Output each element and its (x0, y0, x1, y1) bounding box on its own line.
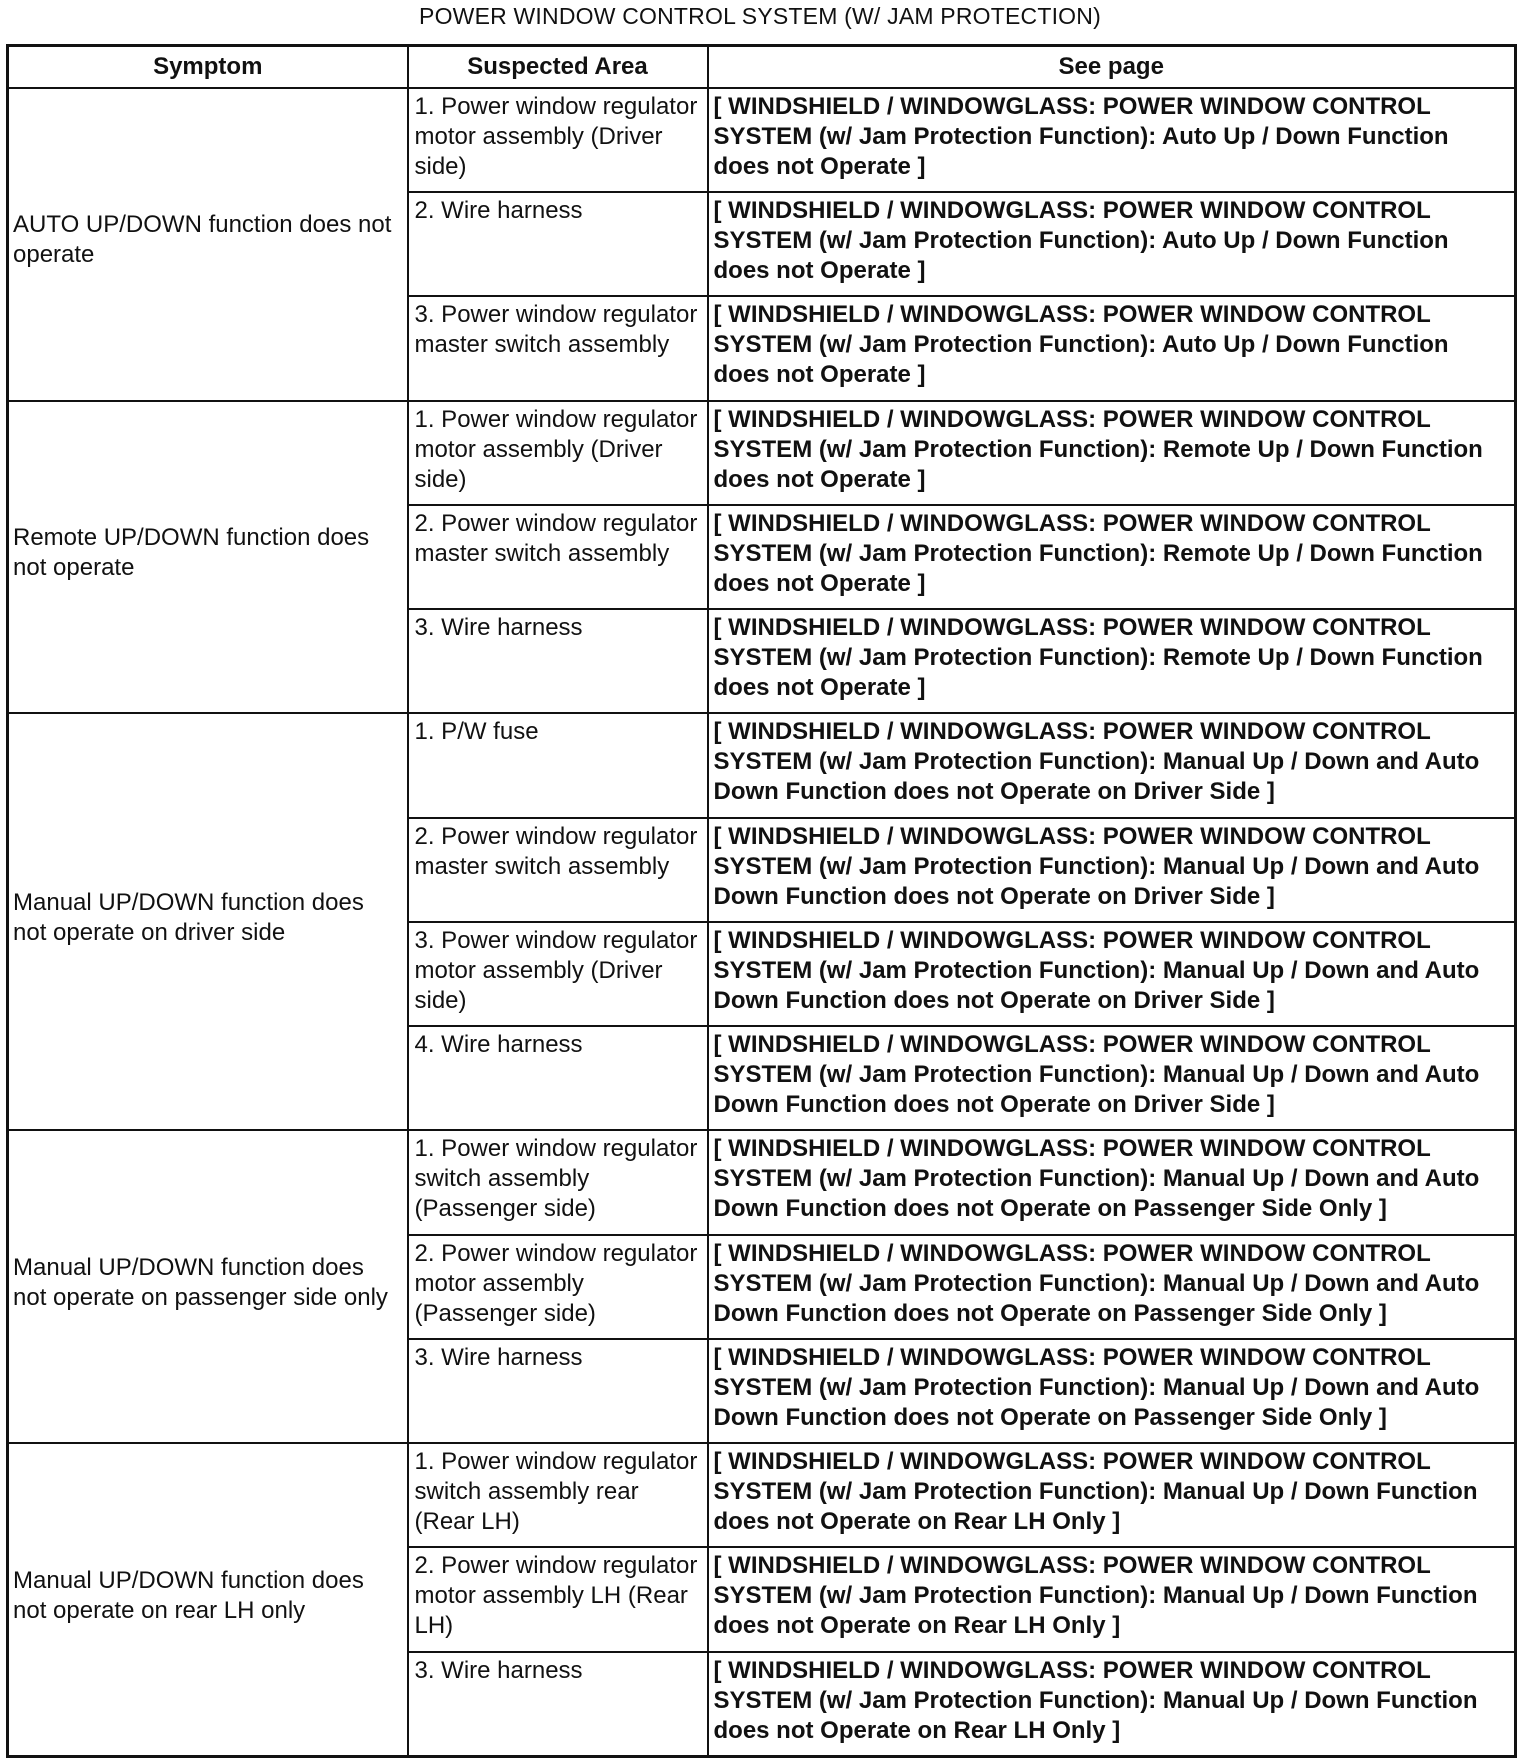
see-page-link[interactable]: [ WINDSHIELD / WINDOWGLASS: POWER WINDOW CONTROL SYSTEM (w/ Jam Protection Function): Manual Up / Down Function does not Operate on Rear LH Only ] (708, 1443, 1516, 1547)
suspected-area-cell: 3. Power window regulator motor assembly (Driver side) (408, 922, 708, 1026)
symptom-cell: AUTO UP/DOWN function does not operate (8, 88, 408, 401)
suspected-area-cell: 2. Power window regulator motor assembly (Passenger side) (408, 1235, 708, 1339)
table-row (8, 1443, 1516, 1547)
suspected-area-cell: 3. Wire harness (408, 1339, 708, 1443)
see-page-link[interactable]: [ WINDSHIELD / WINDOWGLASS: POWER WINDOW CONTROL SYSTEM (w/ Jam Protection Function): Manual Up / Down Function does not Operate on Rear LH Only ] (708, 1547, 1516, 1651)
see-page-link[interactable]: [ WINDSHIELD / WINDOWGLASS: POWER WINDOW CONTROL SYSTEM (w/ Jam Protection Function): Manual Up / Down and Auto Down Function does not Operate on Driver Side ] (708, 713, 1516, 817)
table-row (8, 88, 1516, 192)
see-page-link[interactable]: [ WINDSHIELD / WINDOWGLASS: POWER WINDOW CONTROL SYSTEM (w/ Jam Protection Function): Remote Up / Down Function does not Operate ] (708, 401, 1516, 505)
suspected-area-cell: 3. Power window regulator master switch assembly (408, 296, 708, 400)
suspected-area-cell: 3. Wire harness (408, 609, 708, 713)
see-page-link[interactable]: [ WINDSHIELD / WINDOWGLASS: POWER WINDOW CONTROL SYSTEM (w/ Jam Protection Function): Manual Up / Down and Auto Down Function does not Operate on Driver Side ] (708, 922, 1516, 1026)
suspected-area-cell: 1. P/W fuse (408, 713, 708, 817)
suspected-area-cell: 1. Power window regulator switch assembly rear (Rear LH) (408, 1443, 708, 1547)
suspected-area-cell: 1. Power window regulator motor assembly (Driver side) (408, 88, 708, 192)
see-page-link[interactable]: [ WINDSHIELD / WINDOWGLASS: POWER WINDOW CONTROL SYSTEM (w/ Jam Protection Function): Manual Up / Down and Auto Down Function does not Operate on Passenger Side Only ] (708, 1130, 1516, 1234)
suspected-area-cell: 2. Power window regulator master switch assembly (408, 818, 708, 922)
see-page-link[interactable]: [ WINDSHIELD / WINDOWGLASS: POWER WINDOW CONTROL SYSTEM (w/ Jam Protection Function): Manual Up / Down and Auto Down Function does not Operate on Driver Side ] (708, 818, 1516, 922)
see-page-link[interactable]: [ WINDSHIELD / WINDOWGLASS: POWER WINDOW CONTROL SYSTEM (w/ Jam Protection Function): Manual Up / Down Function does not Operate on Rear LH Only ] (708, 1652, 1516, 1757)
suspected-area-cell: 2. Power window regulator motor assembly LH (Rear LH) (408, 1547, 708, 1651)
symptom-cell: Manual UP/DOWN function does not operate on driver side (8, 713, 408, 1130)
header-suspected-area: Suspected Area (408, 46, 708, 89)
see-page-link[interactable]: [ WINDSHIELD / WINDOWGLASS: POWER WINDOW CONTROL SYSTEM (w/ Jam Protection Function): Auto Up / Down Function does not Operate ] (708, 296, 1516, 400)
suspected-area-cell: 1. Power window regulator motor assembly (Driver side) (408, 401, 708, 505)
see-page-link[interactable]: [ WINDSHIELD / WINDOWGLASS: POWER WINDOW CONTROL SYSTEM (w/ Jam Protection Function): Auto Up / Down Function does not Operate ] (708, 192, 1516, 296)
see-page-link[interactable]: [ WINDSHIELD / WINDOWGLASS: POWER WINDOW CONTROL SYSTEM (w/ Jam Protection Function): Manual Up / Down and Auto Down Function does not Operate on Passenger Side Only ] (708, 1235, 1516, 1339)
suspected-area-cell: 3. Wire harness (408, 1652, 708, 1757)
suspected-area-cell: 2. Power window regulator master switch assembly (408, 505, 708, 609)
header-see-page: See page (708, 46, 1516, 89)
suspected-area-cell: 4. Wire harness (408, 1026, 708, 1130)
symptom-cell: Manual UP/DOWN function does not operate on passenger side only (8, 1130, 408, 1443)
header-symptom: Symptom (8, 46, 408, 89)
symptom-cell: Manual UP/DOWN function does not operate on rear LH only (8, 1443, 408, 1756)
symptom-cell: Remote UP/DOWN function does not operate (8, 401, 408, 714)
table-row (8, 713, 1516, 817)
table-row (8, 401, 1516, 505)
page-title: POWER WINDOW CONTROL SYSTEM (W/ JAM PROTECTION) (419, 3, 1101, 29)
suspected-area-cell: 1. Power window regulator switch assembly (Passenger side) (408, 1130, 708, 1234)
problem-symptoms-table (6, 44, 1517, 1758)
header-row (8, 46, 1516, 89)
see-page-link[interactable]: [ WINDSHIELD / WINDOWGLASS: POWER WINDOW CONTROL SYSTEM (w/ Jam Protection Function): Auto Up / Down Function does not Operate ] (708, 88, 1516, 192)
see-page-link[interactable]: [ WINDSHIELD / WINDOWGLASS: POWER WINDOW CONTROL SYSTEM (w/ Jam Protection Function): Manual Up / Down and Auto Down Function does not Operate on Passenger Side Only ] (708, 1339, 1516, 1443)
see-page-link[interactable]: [ WINDSHIELD / WINDOWGLASS: POWER WINDOW CONTROL SYSTEM (w/ Jam Protection Function): Manual Up / Down and Auto Down Function does not Operate on Driver Side ] (708, 1026, 1516, 1130)
see-page-link[interactable]: [ WINDSHIELD / WINDOWGLASS: POWER WINDOW CONTROL SYSTEM (w/ Jam Protection Function): Remote Up / Down Function does not Operate ] (708, 505, 1516, 609)
suspected-area-cell: 2. Wire harness (408, 192, 708, 296)
see-page-link[interactable]: [ WINDSHIELD / WINDOWGLASS: POWER WINDOW CONTROL SYSTEM (w/ Jam Protection Function): Remote Up / Down Function does not Operate ] (708, 609, 1516, 713)
table-row (8, 1130, 1516, 1234)
